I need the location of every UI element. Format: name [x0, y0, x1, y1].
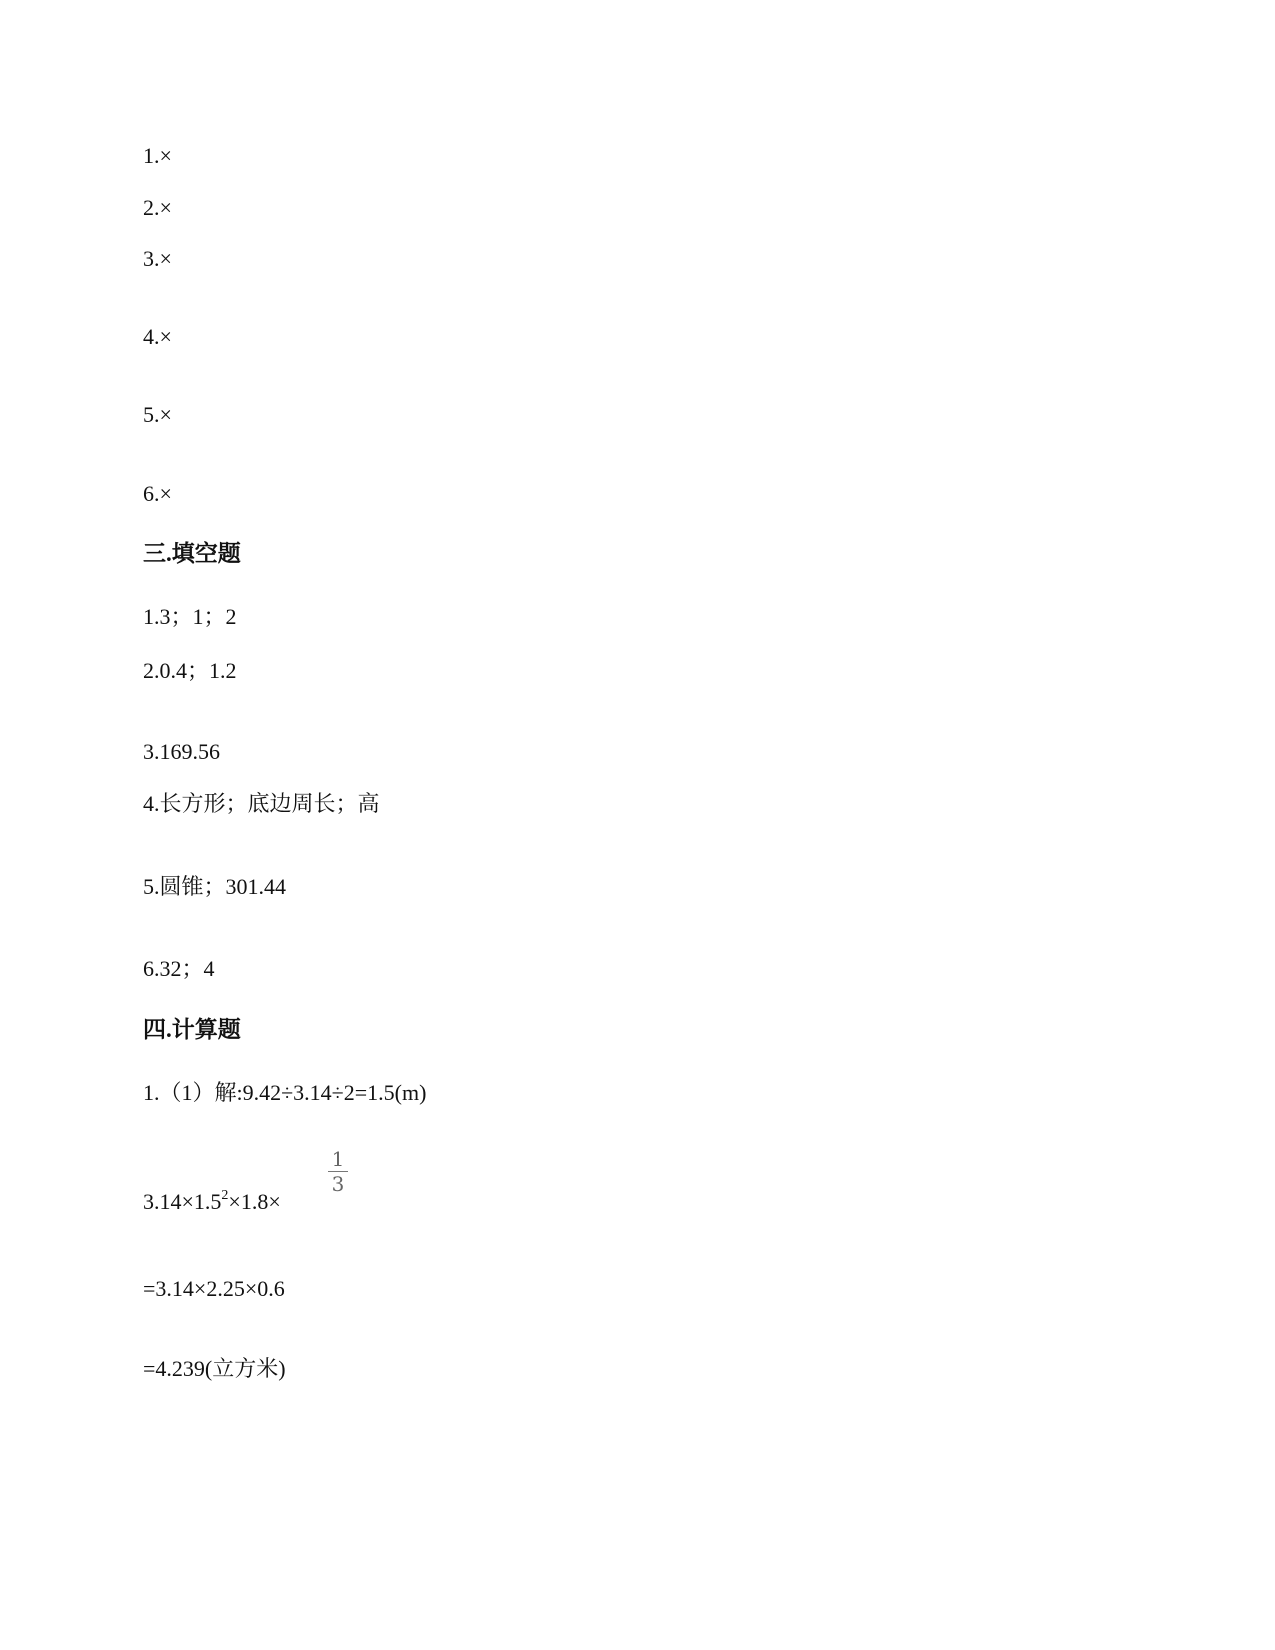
judgment-answer-1: 1.×: [143, 143, 172, 168]
judgment-answer-2: 2.×: [143, 195, 172, 220]
formula-superscript: 2: [221, 1187, 229, 1203]
calc-step-2-formula: [143, 1189, 281, 1215]
fill-answer-3: 3.169.56: [143, 739, 220, 764]
fill-answer-5: 5.圆锥；301.44: [143, 874, 287, 899]
section-heading-calculation: 四.计算题: [143, 1017, 241, 1042]
formula-part-1: 3.14×1.5: [143, 1189, 222, 1214]
fill-answer-2: 2.0.4；1.2: [143, 658, 237, 683]
calc-step-1: 1.（1）解:9.42÷3.14÷2=1.5(m): [143, 1080, 427, 1105]
judgment-answer-4: 4.×: [143, 324, 172, 349]
judgment-answer-5: 5.×: [143, 402, 172, 427]
calc-step-4: =4.239(立方米): [143, 1356, 286, 1381]
fill-answer-1: 1.3；1；2: [143, 604, 237, 629]
judgment-answer-3: 3.×: [143, 246, 172, 271]
fraction-numerator: 1: [331, 1147, 345, 1171]
section-heading-fill-blank: 三.填空题: [143, 541, 241, 566]
judgment-answer-6: 6.×: [143, 481, 172, 506]
fill-answer-4: 4.长方形；底边周长；高: [143, 791, 380, 816]
fraction-denominator: 3: [331, 1172, 345, 1196]
calc-step-3: =3.14×2.25×0.6: [143, 1276, 285, 1301]
formula-part-2: ×1.8×: [228, 1189, 281, 1214]
one-third-fraction: [326, 1148, 350, 1195]
fill-answer-6: 6.32；4: [143, 956, 215, 981]
